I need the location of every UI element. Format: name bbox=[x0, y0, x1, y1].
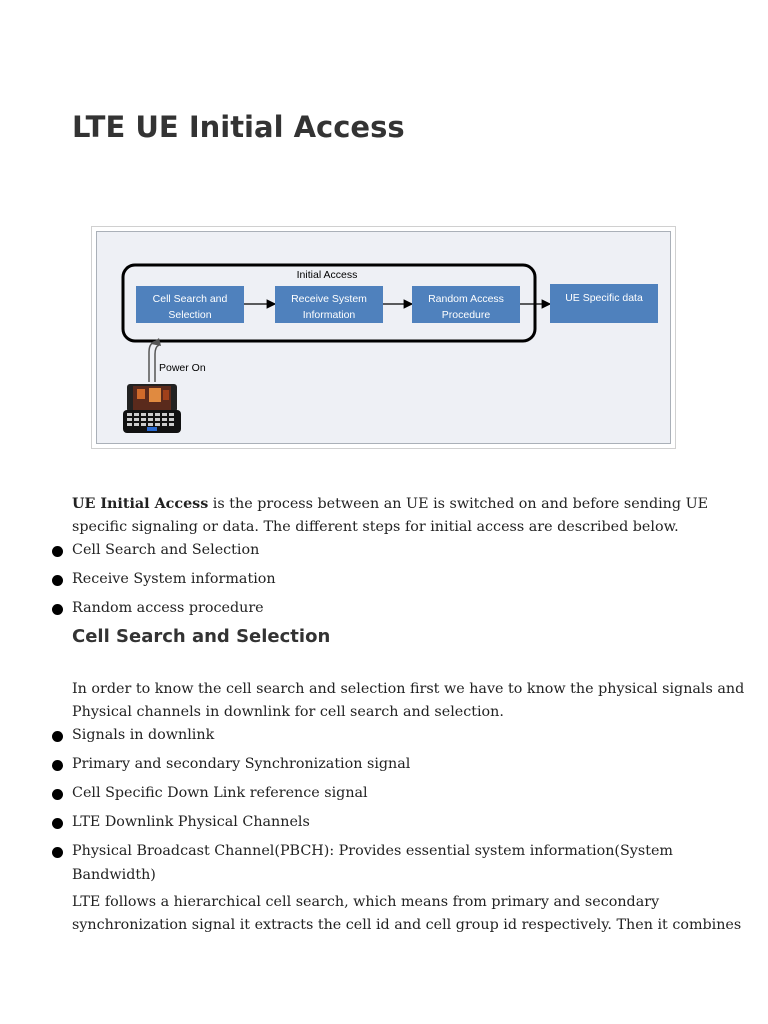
list-item-text: Random access procedure bbox=[72, 600, 264, 616]
list-item-text: Receive System information bbox=[72, 571, 276, 587]
bullet-icon bbox=[52, 575, 63, 586]
section-heading: Cell Search and Selection bbox=[72, 626, 331, 647]
step1-line1: Cell Search and bbox=[152, 293, 228, 305]
list-item-text: Cell Specific Down Link reference signal bbox=[72, 785, 368, 801]
diagram-canvas bbox=[96, 231, 671, 444]
step3-line1: Random Access bbox=[428, 293, 504, 305]
page-title: LTE UE Initial Access bbox=[72, 110, 405, 144]
bullet-icon bbox=[52, 760, 63, 771]
mobile-phone-icon bbox=[123, 384, 181, 433]
section-para-line-1: In order to know the cell search and selection first we have to know the physical signals and bbox=[72, 681, 745, 697]
list-item-text: Physical Broadcast Channel(PBCH): Provides essential system information(System bbox=[72, 843, 673, 859]
initial-access-diagram bbox=[91, 226, 676, 449]
diagram-svg bbox=[97, 232, 672, 445]
container-label: Initial Access bbox=[296, 269, 358, 281]
bullet-icon bbox=[52, 731, 63, 742]
list-item-text: Signals in downlink bbox=[72, 727, 215, 743]
list-item-continuation: Bandwidth) bbox=[72, 867, 156, 883]
bullet-icon bbox=[52, 789, 63, 800]
intro-bold-term: UE Initial Access bbox=[72, 496, 209, 512]
output-label: UE Specific data bbox=[565, 292, 643, 304]
step2-line2: Information bbox=[302, 309, 356, 321]
bullet-icon bbox=[52, 847, 63, 858]
intro-line-1 bbox=[72, 493, 712, 516]
list-item-text: Primary and secondary Synchronization signal bbox=[72, 756, 411, 772]
list-item-text: LTE Downlink Physical Channels bbox=[72, 814, 310, 830]
bullet-icon bbox=[52, 604, 63, 615]
bullet-icon bbox=[52, 818, 63, 829]
step3-line2: Procedure bbox=[441, 309, 491, 321]
step2-line1: Receive System bbox=[291, 293, 367, 305]
power-on-label: Power On bbox=[159, 362, 206, 374]
section-para-line-2: Physical channels in downlink for cell search and selection. bbox=[72, 704, 504, 720]
list-item-text: Cell Search and Selection bbox=[72, 542, 260, 558]
intro-line-1-rest: is the process between an UE is switched on and before sending UE bbox=[208, 496, 709, 512]
closing-line-2: synchronization signal it extracts the cell id and cell group id respectively. Then it combines bbox=[72, 917, 742, 933]
intro-line-2: specific signaling or data. The different steps for initial access are described below. bbox=[72, 519, 679, 535]
bullet-icon bbox=[52, 546, 63, 557]
step1-line2: Selection bbox=[168, 309, 212, 321]
closing-line-1: LTE follows a hierarchical cell search, which means from primary and secondary bbox=[72, 894, 660, 910]
